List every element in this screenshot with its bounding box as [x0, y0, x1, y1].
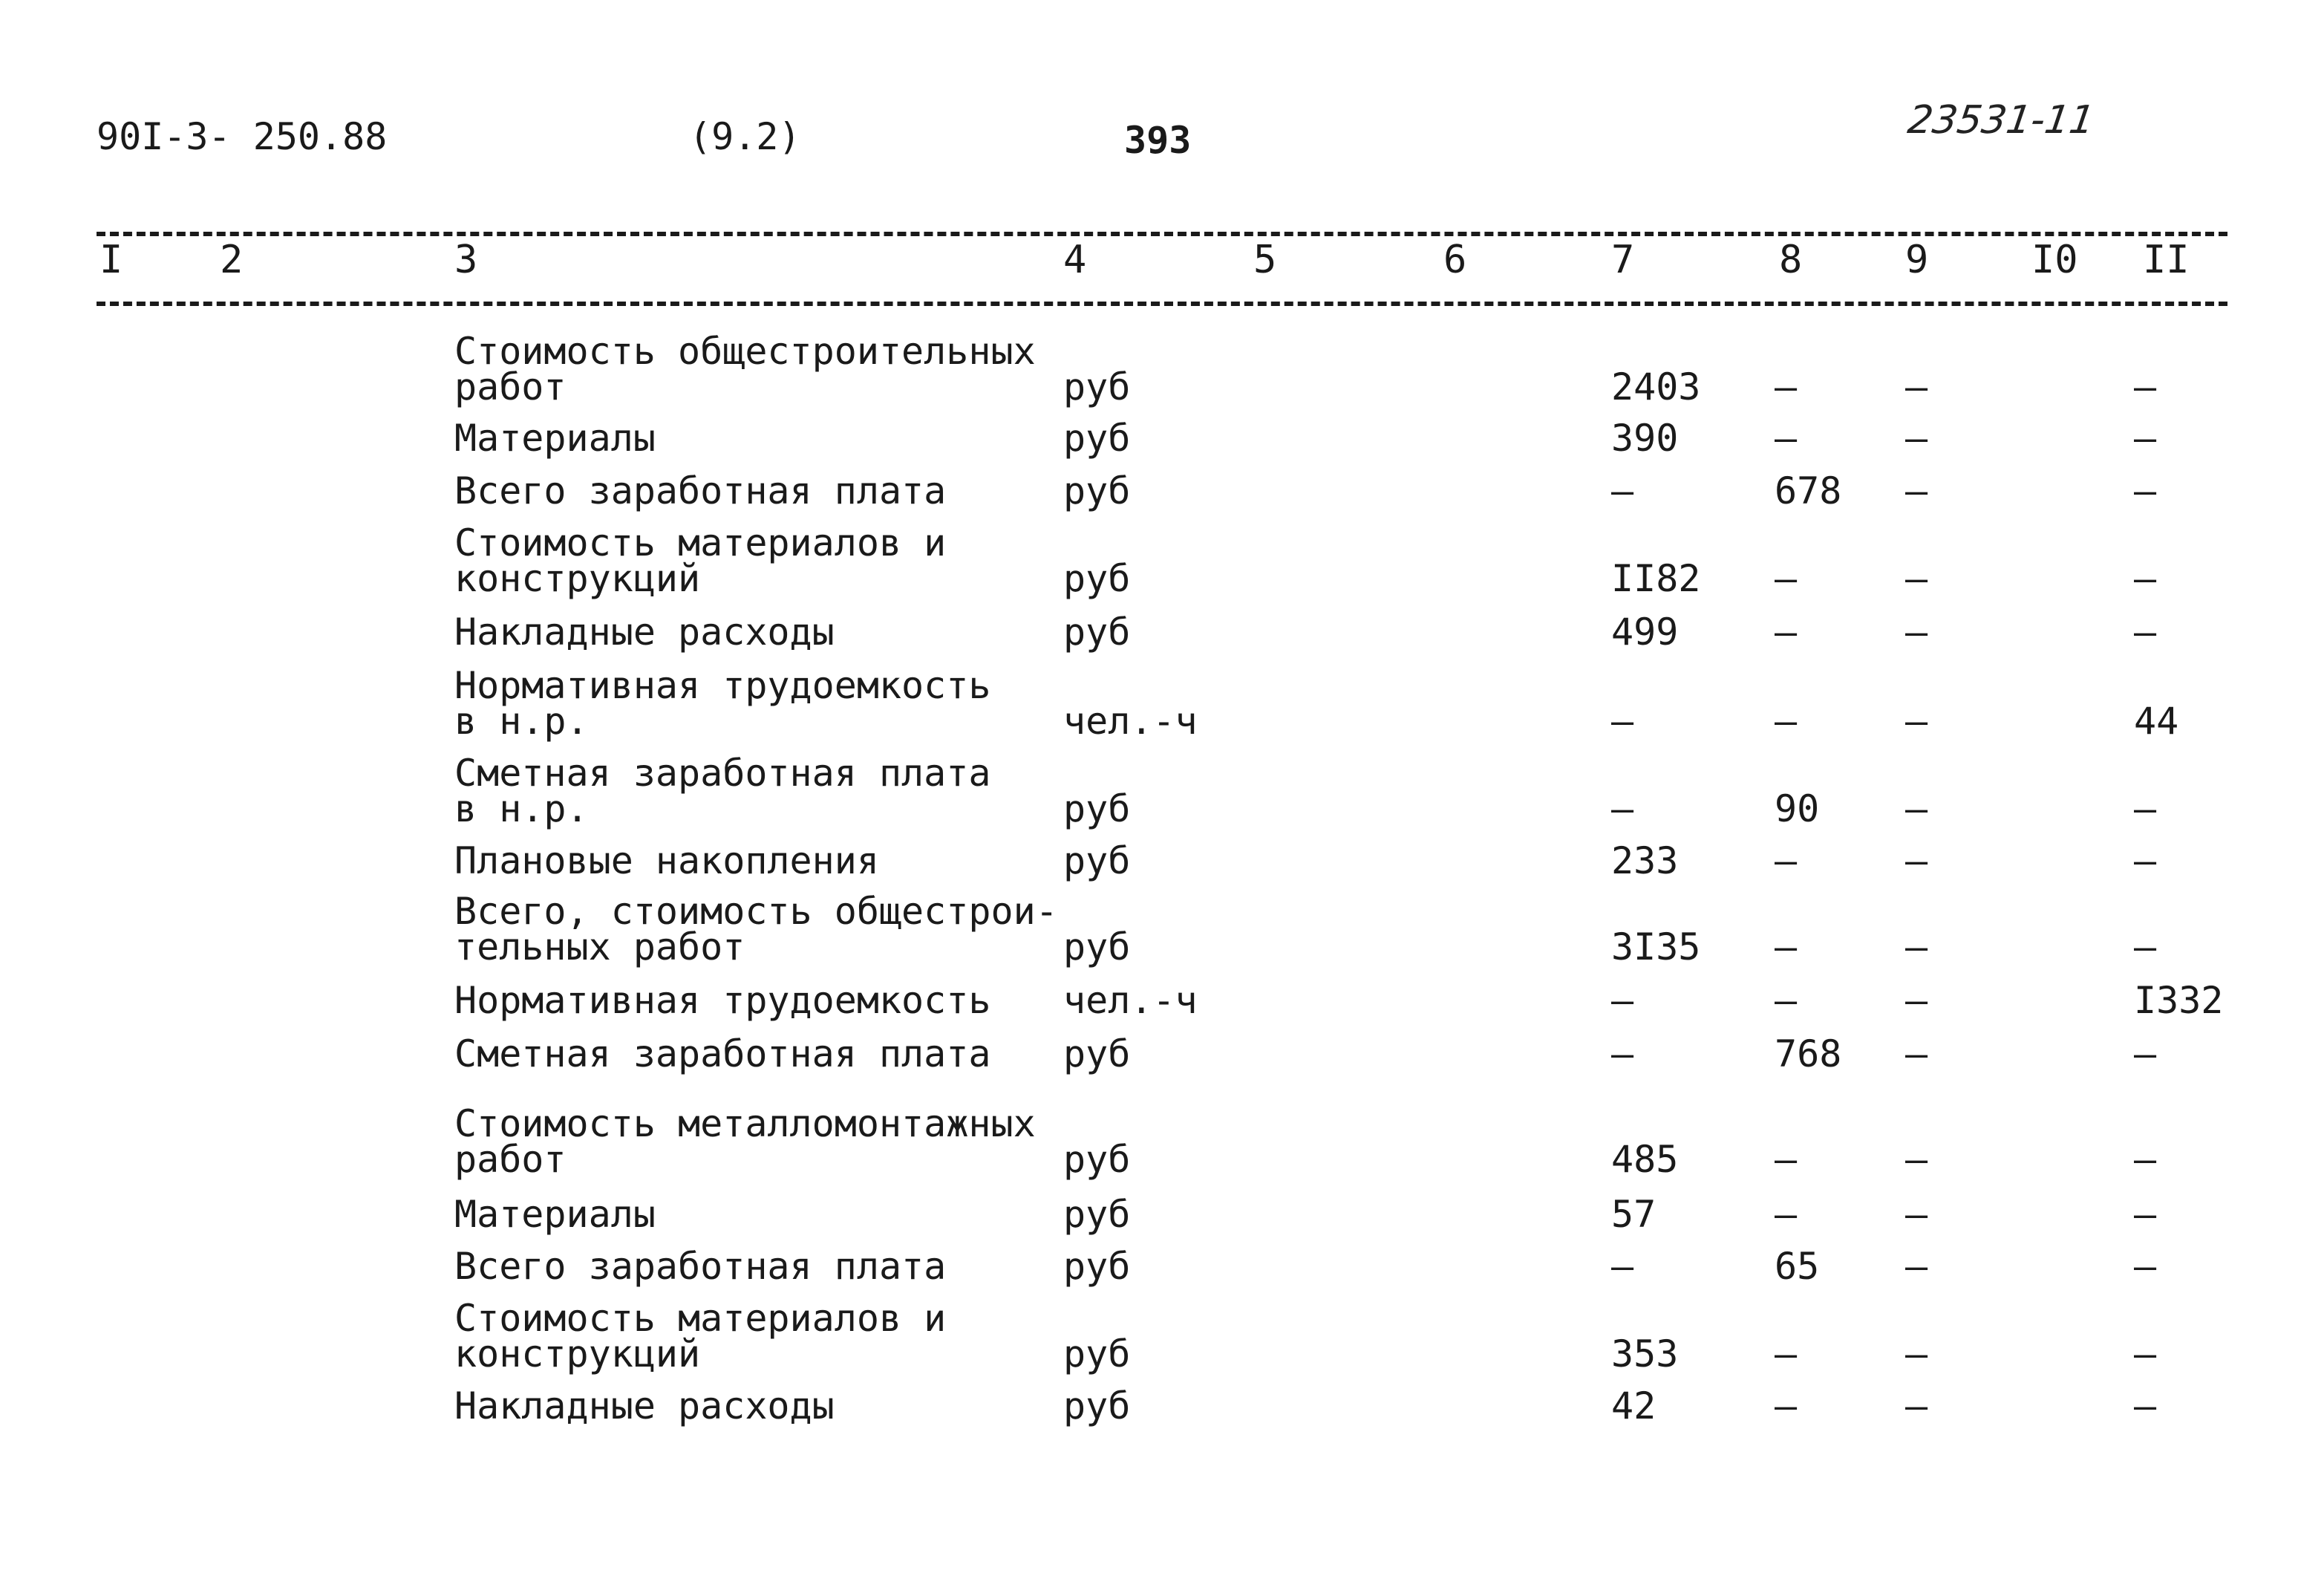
row-label: Всего, стоимость общестрои- — [454, 890, 1058, 933]
row-label: Нормативная трудоемкость — [454, 979, 991, 1022]
row-unit: руб — [1063, 557, 1131, 600]
row-value-col7: 42 — [1611, 1384, 1656, 1427]
row-unit: руб — [1063, 787, 1131, 830]
row-value-col9: – — [1905, 1384, 1928, 1427]
table-top-rule — [97, 232, 2227, 236]
row-value-col9: – — [1905, 1138, 1928, 1181]
row-value-col11: – — [2134, 365, 2157, 408]
row-label: Накладные расходы — [454, 611, 835, 654]
row-value-col9: – — [1905, 1245, 1928, 1288]
row-value-col9: – — [1905, 1332, 1928, 1375]
row-value-col7: – — [1611, 787, 1634, 830]
row-value-col9: – — [1905, 839, 1928, 882]
row-unit: руб — [1063, 469, 1131, 512]
row-value-col9: – — [1905, 1032, 1928, 1075]
row-value-col11: – — [2134, 469, 2157, 512]
row-unit: руб — [1063, 1138, 1131, 1181]
row-value-col8: – — [1775, 611, 1798, 654]
row-value-col11: – — [2134, 1032, 2157, 1075]
row-label: Стоимость материалов и — [454, 1297, 947, 1340]
row-label: Стоимость материалов и — [454, 521, 947, 564]
row-label: Материалы — [454, 1193, 656, 1236]
row-value-col11: – — [2134, 1245, 2157, 1288]
column-number: 3 — [454, 238, 478, 282]
row-value-col7: – — [1611, 1032, 1634, 1075]
column-number: 2 — [220, 238, 244, 282]
column-number: II — [2143, 238, 2190, 282]
row-value-col11: – — [2134, 1384, 2157, 1427]
row-value-col8: – — [1775, 1384, 1798, 1427]
row-value-col7: 57 — [1611, 1193, 1656, 1236]
row-label: Всего заработная плата — [454, 469, 947, 512]
row-label: Накладные расходы — [454, 1384, 835, 1427]
row-value-col9: – — [1905, 469, 1928, 512]
row-unit: руб — [1063, 365, 1131, 408]
row-label: Сметная заработная плата — [454, 752, 991, 795]
row-label: Нормативная трудоемкость — [454, 664, 991, 707]
column-number: 4 — [1063, 238, 1087, 282]
row-value-col7: – — [1611, 700, 1634, 743]
row-value-col9: – — [1905, 979, 1928, 1022]
row-value-col8: 65 — [1775, 1245, 1820, 1288]
row-unit: руб — [1063, 1032, 1131, 1075]
row-value-col8: – — [1775, 925, 1798, 968]
column-number: I — [99, 238, 123, 282]
column-number: I0 — [2031, 238, 2078, 282]
row-value-col11: – — [2134, 787, 2157, 830]
row-value-col9: – — [1905, 1193, 1928, 1236]
row-value-col7: 233 — [1611, 839, 1679, 882]
row-label: конструкций — [454, 557, 701, 600]
row-value-col8: – — [1775, 1332, 1798, 1375]
row-value-col11: – — [2134, 1193, 2157, 1236]
row-value-col11: 44 — [2134, 700, 2179, 743]
row-label: Стоимость металломонтажных — [454, 1102, 1036, 1145]
row-unit: чел.-ч — [1063, 700, 1198, 743]
row-value-col11: – — [2134, 557, 2157, 600]
row-value-col7: 3I35 — [1611, 925, 1701, 968]
row-value-col7: II82 — [1611, 557, 1701, 600]
row-value-col11: – — [2134, 839, 2157, 882]
row-value-col7: 353 — [1611, 1332, 1679, 1375]
row-value-col8: – — [1775, 1193, 1798, 1236]
document-code: 90I-3- 250.88 — [97, 115, 388, 158]
row-label: работ — [454, 1138, 567, 1181]
section-number: (9.2) — [689, 115, 801, 158]
row-label: в н.р. — [454, 700, 589, 743]
column-number: 6 — [1443, 238, 1467, 282]
row-label: Плановые накопления — [454, 839, 879, 882]
row-unit: руб — [1063, 1332, 1131, 1375]
row-label: в н.р. — [454, 787, 589, 830]
row-unit: руб — [1063, 1245, 1131, 1288]
row-value-col7: 390 — [1611, 417, 1679, 460]
row-unit: чел.-ч — [1063, 979, 1198, 1022]
row-value-col8: – — [1775, 417, 1798, 460]
row-value-col11: – — [2134, 1138, 2157, 1181]
row-label: работ — [454, 365, 567, 408]
row-value-col8: – — [1775, 700, 1798, 743]
inventory-number: 23531-11 — [1904, 98, 2098, 143]
page-number: 393 — [1124, 119, 1192, 162]
row-value-col8: – — [1775, 557, 1798, 600]
row-label: Всего заработная плата — [454, 1245, 947, 1288]
row-value-col9: – — [1905, 417, 1928, 460]
row-unit: руб — [1063, 839, 1131, 882]
row-value-col9: – — [1905, 365, 1928, 408]
row-value-col7: 485 — [1611, 1138, 1679, 1181]
row-value-col7: – — [1611, 979, 1634, 1022]
column-number: 7 — [1611, 238, 1635, 282]
row-value-col9: – — [1905, 787, 1928, 830]
row-unit: руб — [1063, 925, 1131, 968]
row-value-col8: 768 — [1775, 1032, 1842, 1075]
row-value-col11: – — [2134, 925, 2157, 968]
row-unit: руб — [1063, 417, 1131, 460]
row-value-col11: I332 — [2134, 979, 2224, 1022]
column-number: 8 — [1779, 238, 1803, 282]
row-value-col8: – — [1775, 839, 1798, 882]
row-value-col9: – — [1905, 611, 1928, 654]
row-value-col9: – — [1905, 925, 1928, 968]
row-value-col8: – — [1775, 1138, 1798, 1181]
row-value-col11: – — [2134, 611, 2157, 654]
row-value-col9: – — [1905, 557, 1928, 600]
row-value-col7: 499 — [1611, 611, 1679, 654]
row-value-col7: 2403 — [1611, 365, 1701, 408]
row-unit: руб — [1063, 611, 1131, 654]
column-number: 9 — [1905, 238, 1929, 282]
row-label: конструкций — [454, 1332, 701, 1375]
row-label: Сметная заработная плата — [454, 1032, 991, 1075]
row-value-col7: – — [1611, 469, 1634, 512]
row-value-col7: – — [1611, 1245, 1634, 1288]
row-value-col11: – — [2134, 417, 2157, 460]
row-value-col8: 90 — [1775, 787, 1820, 830]
row-unit: руб — [1063, 1193, 1131, 1236]
row-value-col8: 678 — [1775, 469, 1842, 512]
row-label: Стоимость общестроительных — [454, 330, 1036, 373]
table-header-rule — [97, 302, 2227, 306]
column-number: 5 — [1253, 238, 1277, 282]
row-label: тельных работ — [454, 925, 745, 968]
row-unit: руб — [1063, 1384, 1131, 1427]
row-value-col11: – — [2134, 1332, 2157, 1375]
row-value-col9: – — [1905, 700, 1928, 743]
row-value-col8: – — [1775, 979, 1798, 1022]
row-label: Материалы — [454, 417, 656, 460]
row-value-col8: – — [1775, 365, 1798, 408]
